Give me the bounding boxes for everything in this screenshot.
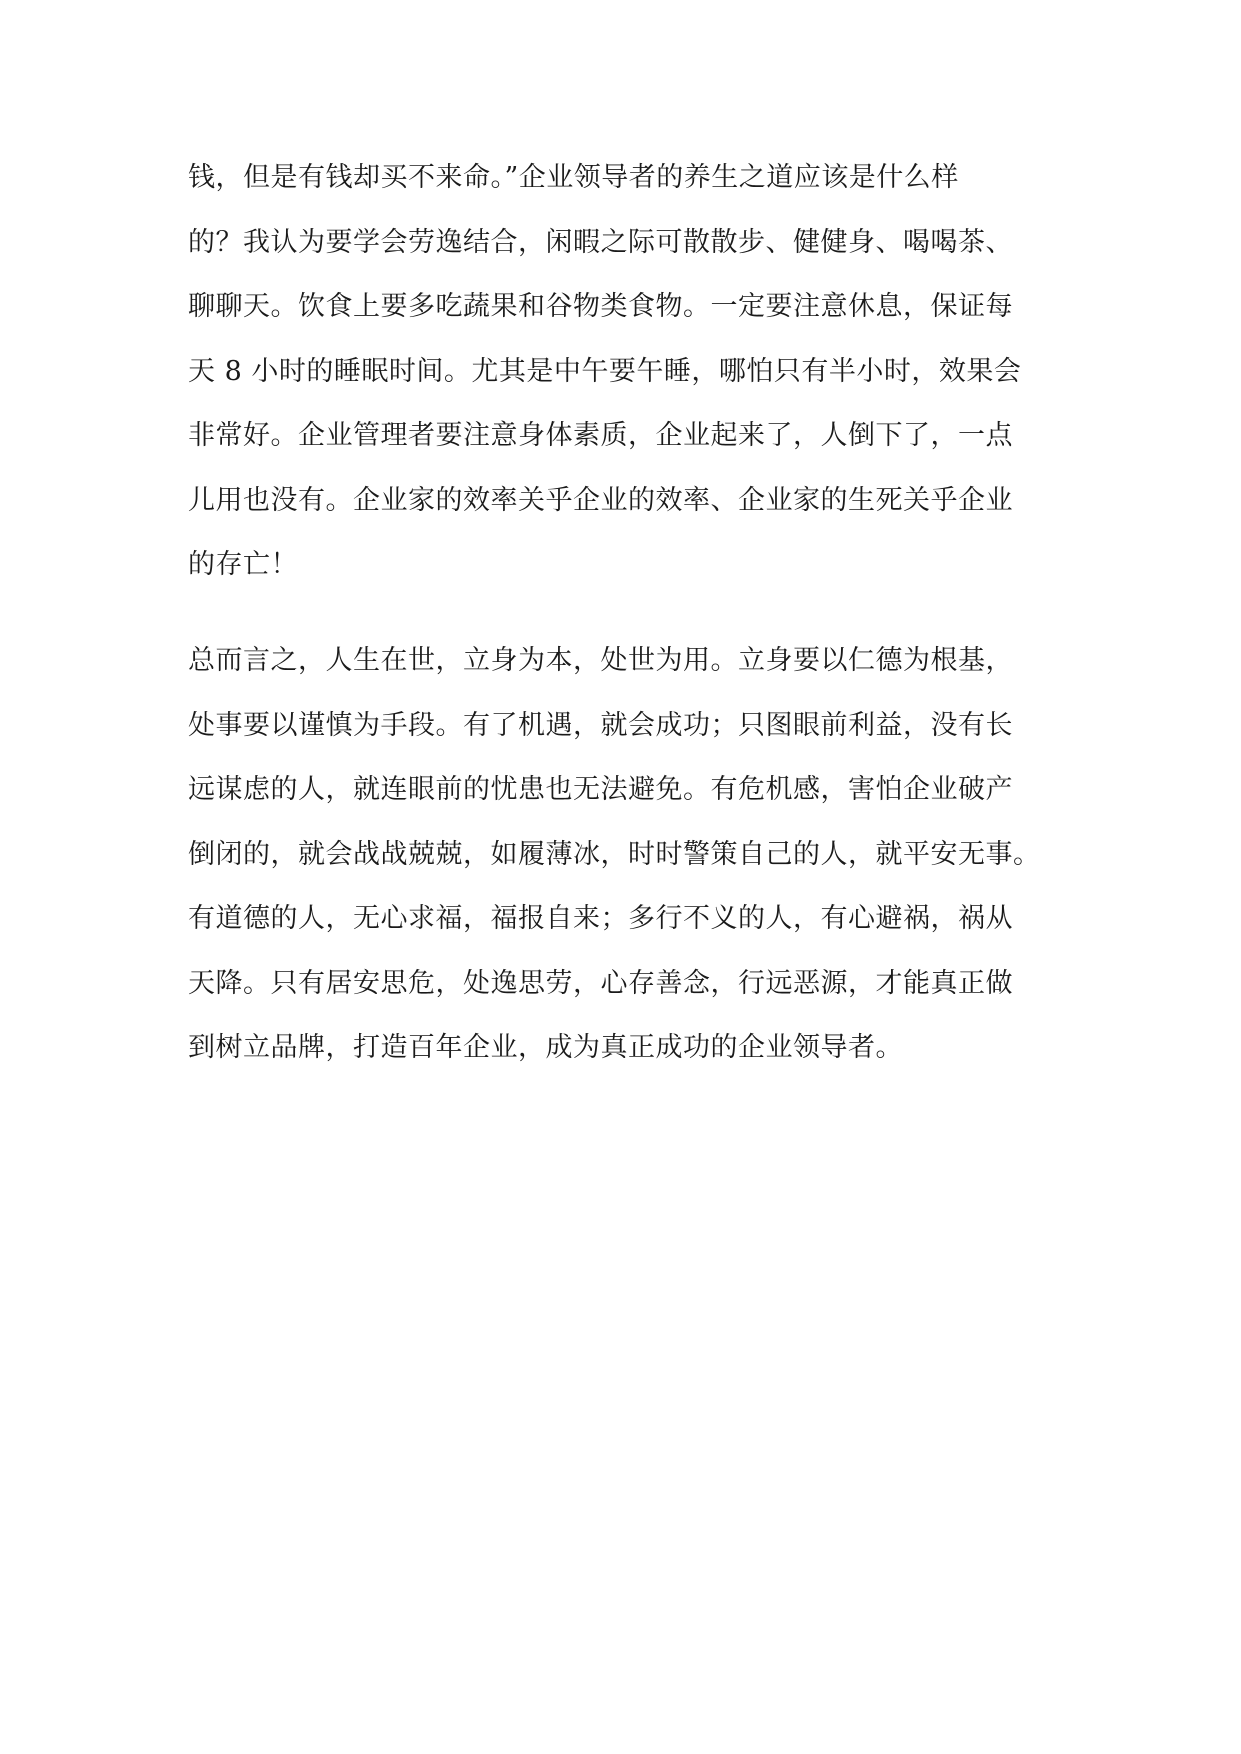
paragraph-health — [188, 156, 1068, 608]
paragraph-line: 的？我认为要学会劳逸结合，闲暇之际可散散步、健健身、喝喝茶、 — [188, 226, 1013, 258]
paragraph-line: 远谋虑的人，就连眼前的忧患也无法避免。有危机感，害怕企业破产 — [188, 774, 1013, 805]
paragraph-line: 天 8 小时的睡眠时间。尤其是中午要午睡，哪怕只有半小时，效果会 — [188, 355, 1022, 387]
paragraph-line: 非常好。企业管理者要注意身体素质，企业起来了，人倒下了，一点 — [188, 420, 1013, 451]
paragraph-line: 有道德的人，无心求福，福报自来；多行不义的人，有心避祸，祸从 — [188, 903, 1013, 934]
paragraph-line: 到树立品牌，打造百年企业，成为真正成功的企业领导者。 — [188, 1032, 903, 1063]
paragraph-line: 天降。只有居安思危，处逸思劳，心存善念，行远恶源，才能真正做 — [188, 967, 1013, 999]
paragraph-line: 总而言之，人生在世，立身为本，处世为用。立身要以仁德为根基， — [188, 645, 1013, 676]
paragraph-line: 倒闭的，就会战战兢兢，如履薄冰，时时警策自己的人，就平安无事。 — [188, 838, 1041, 870]
paragraph-line: 儿用也没有。企业家的效率关乎企业的效率、企业家的生死关乎企业 — [188, 484, 1013, 516]
paragraph-line: 的存亡！ — [188, 549, 298, 580]
paragraph-conclusion — [188, 639, 1068, 1091]
paragraph-line: 聊聊天。饮食上要多吃蔬果和谷物类食物。一定要注意休息，保证每 — [188, 291, 1013, 322]
paragraph-line: 处事要以谨慎为手段。有了机遇，就会成功；只图眼前利益，没有长 — [188, 709, 1013, 741]
paragraph-line: 钱，但是有钱却买不来命。”企业领导者的养生之道应该是什么样 — [188, 162, 959, 193]
